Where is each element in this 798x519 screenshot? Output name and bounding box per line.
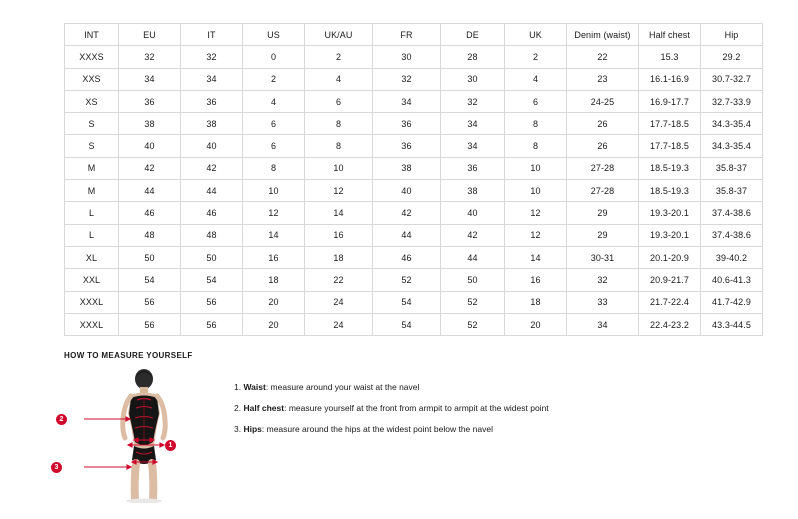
- measure-item-text: : measure around the hips at the widest point below the navel: [261, 424, 493, 435]
- column-header-fr: FR: [373, 24, 441, 46]
- cell-uk: 16: [505, 269, 567, 291]
- cell-hip: 37.4-38.6: [701, 224, 763, 246]
- size-chart-container: [64, 23, 751, 336]
- cell-fr: 36: [373, 135, 441, 157]
- cell-ukau: 12: [305, 180, 373, 202]
- cell-int: XXXS: [65, 46, 119, 68]
- cell-us: 8: [243, 157, 305, 179]
- table-row: [65, 291, 763, 313]
- cell-hip: 43.3-44.5: [701, 313, 763, 335]
- column-header-denim-waist: Denim (waist): [567, 24, 639, 46]
- cell-fr: 32: [373, 68, 441, 90]
- table-row: [65, 313, 763, 335]
- cell-uk: 12: [505, 224, 567, 246]
- cell-uk: 14: [505, 246, 567, 268]
- cell-denim: 27-28: [567, 180, 639, 202]
- cell-half-chest: 16.9-17.7: [639, 90, 701, 112]
- mannequin-diagram: [54, 368, 204, 503]
- cell-ukau: 24: [305, 313, 373, 335]
- cell-denim: 26: [567, 113, 639, 135]
- cell-it: 56: [181, 313, 243, 335]
- cell-de: 52: [441, 313, 505, 335]
- cell-eu: 42: [119, 157, 181, 179]
- cell-eu: 32: [119, 46, 181, 68]
- cell-int: S: [65, 113, 119, 135]
- cell-ukau: 4: [305, 68, 373, 90]
- cell-hip: 35.8-37: [701, 157, 763, 179]
- cell-int: L: [65, 224, 119, 246]
- cell-uk: 18: [505, 291, 567, 313]
- cell-eu: 36: [119, 90, 181, 112]
- cell-uk: 12: [505, 202, 567, 224]
- cell-us: 20: [243, 291, 305, 313]
- cell-fr: 30: [373, 46, 441, 68]
- cell-uk: 8: [505, 135, 567, 157]
- column-header-ukau: UK/AU: [305, 24, 373, 46]
- table-row: [65, 157, 763, 179]
- measure-item-term: Half chest: [243, 403, 285, 414]
- cell-denim: 32: [567, 269, 639, 291]
- cell-denim: 33: [567, 291, 639, 313]
- column-header-half-chest: Half chest: [639, 24, 701, 46]
- cell-eu: 46: [119, 202, 181, 224]
- column-header-eu: EU: [119, 24, 181, 46]
- cell-us: 16: [243, 246, 305, 268]
- cell-denim: 23: [567, 68, 639, 90]
- table-row: [65, 113, 763, 135]
- cell-de: 34: [441, 113, 505, 135]
- cell-half-chest: 19.3-20.1: [639, 224, 701, 246]
- cell-half-chest: 18.5-19.3: [639, 157, 701, 179]
- cell-uk: 10: [505, 157, 567, 179]
- cell-de: 34: [441, 135, 505, 157]
- cell-hip: 29.2: [701, 46, 763, 68]
- cell-half-chest: 17.7-18.5: [639, 113, 701, 135]
- cell-eu: 56: [119, 313, 181, 335]
- cell-fr: 54: [373, 291, 441, 313]
- cell-uk: 6: [505, 90, 567, 112]
- cell-us: 6: [243, 135, 305, 157]
- measure-item-term: Waist: [243, 382, 266, 392]
- cell-half-chest: 16.1-16.9: [639, 68, 701, 90]
- cell-fr: 52: [373, 269, 441, 291]
- cell-hip: 35.8-37: [701, 180, 763, 202]
- cell-ukau: 16: [305, 224, 373, 246]
- cell-de: 30: [441, 68, 505, 90]
- cell-de: 44: [441, 246, 505, 268]
- cell-it: 48: [181, 224, 243, 246]
- cell-fr: 46: [373, 246, 441, 268]
- cell-int: XL: [65, 246, 119, 268]
- measure-badge-3: 3: [51, 462, 62, 473]
- cell-uk: 10: [505, 180, 567, 202]
- cell-ukau: 2: [305, 46, 373, 68]
- cell-denim: 27-28: [567, 157, 639, 179]
- cell-hip: 37.4-38.6: [701, 202, 763, 224]
- cell-int: XXL: [65, 269, 119, 291]
- size-chart-table: [64, 23, 763, 336]
- cell-fr: 40: [373, 180, 441, 202]
- cell-uk: 2: [505, 46, 567, 68]
- cell-fr: 42: [373, 202, 441, 224]
- column-header-de: DE: [441, 24, 505, 46]
- cell-ukau: 14: [305, 202, 373, 224]
- cell-hip: 30.7-32.7: [701, 68, 763, 90]
- cell-it: 40: [181, 135, 243, 157]
- measure-item-term: Hips: [243, 424, 262, 435]
- cell-it: 56: [181, 291, 243, 313]
- cell-de: 36: [441, 157, 505, 179]
- cell-ukau: 18: [305, 246, 373, 268]
- column-header-hip: Hip: [701, 24, 763, 46]
- measure-item-number: 2.: [234, 403, 242, 414]
- cell-hip: 41.7-42.9: [701, 291, 763, 313]
- cell-hip: 34.3-35.4: [701, 135, 763, 157]
- cell-us: 6: [243, 113, 305, 135]
- cell-half-chest: 22.4-23.2: [639, 313, 701, 335]
- cell-de: 42: [441, 224, 505, 246]
- cell-denim: 29: [567, 202, 639, 224]
- how-to-measure-body: [54, 368, 735, 503]
- cell-denim: 30-31: [567, 246, 639, 268]
- cell-eu: 48: [119, 224, 181, 246]
- list-item: [234, 403, 549, 413]
- mannequin-illustration: [84, 368, 204, 503]
- cell-it: 38: [181, 113, 243, 135]
- cell-it: 42: [181, 157, 243, 179]
- cell-us: 0: [243, 46, 305, 68]
- cell-eu: 44: [119, 180, 181, 202]
- cell-us: 4: [243, 90, 305, 112]
- cell-int: L: [65, 202, 119, 224]
- column-header-us: US: [243, 24, 305, 46]
- cell-fr: 38: [373, 157, 441, 179]
- cell-eu: 38: [119, 113, 181, 135]
- cell-hip: 39-40.2: [701, 246, 763, 268]
- cell-eu: 54: [119, 269, 181, 291]
- cell-fr: 44: [373, 224, 441, 246]
- cell-it: 32: [181, 46, 243, 68]
- cell-de: 28: [441, 46, 505, 68]
- cell-us: 10: [243, 180, 305, 202]
- measure-instructions-list: [234, 382, 549, 446]
- cell-int: XXXL: [65, 313, 119, 335]
- cell-eu: 40: [119, 135, 181, 157]
- cell-denim: 22: [567, 46, 639, 68]
- column-header-int: INT: [65, 24, 119, 46]
- cell-de: 52: [441, 291, 505, 313]
- cell-us: 20: [243, 313, 305, 335]
- cell-de: 50: [441, 269, 505, 291]
- cell-denim: 29: [567, 224, 639, 246]
- table-row: [65, 269, 763, 291]
- cell-half-chest: 17.7-18.5: [639, 135, 701, 157]
- cell-it: 46: [181, 202, 243, 224]
- cell-us: 14: [243, 224, 305, 246]
- cell-half-chest: 21.7-22.4: [639, 291, 701, 313]
- table-row: [65, 68, 763, 90]
- cell-it: 34: [181, 68, 243, 90]
- cell-half-chest: 20.1-20.9: [639, 246, 701, 268]
- how-to-measure-section: [54, 351, 735, 503]
- cell-uk: 20: [505, 313, 567, 335]
- cell-ukau: 10: [305, 157, 373, 179]
- cell-eu: 34: [119, 68, 181, 90]
- measure-item-text: : measure around your waist at the navel: [265, 382, 420, 392]
- cell-us: 2: [243, 68, 305, 90]
- list-item: [234, 382, 549, 392]
- table-row: [65, 90, 763, 112]
- table-row: [65, 46, 763, 68]
- list-item: [234, 424, 549, 434]
- cell-us: 12: [243, 202, 305, 224]
- cell-ukau: 6: [305, 90, 373, 112]
- cell-denim: 24-25: [567, 90, 639, 112]
- cell-hip: 34.3-35.4: [701, 113, 763, 135]
- cell-fr: 34: [373, 90, 441, 112]
- column-header-it: IT: [181, 24, 243, 46]
- cell-int: XS: [65, 90, 119, 112]
- table-row: [65, 202, 763, 224]
- cell-it: 36: [181, 90, 243, 112]
- cell-ukau: 8: [305, 135, 373, 157]
- cell-it: 50: [181, 246, 243, 268]
- cell-uk: 4: [505, 68, 567, 90]
- cell-fr: 54: [373, 313, 441, 335]
- cell-denim: 34: [567, 313, 639, 335]
- cell-int: M: [65, 180, 119, 202]
- cell-ukau: 22: [305, 269, 373, 291]
- table-row: [65, 224, 763, 246]
- cell-eu: 50: [119, 246, 181, 268]
- cell-half-chest: 20.9-21.7: [639, 269, 701, 291]
- cell-half-chest: 19.3-20.1: [639, 202, 701, 224]
- table-row: [65, 246, 763, 268]
- cell-half-chest: 15.3: [639, 46, 701, 68]
- measure-item-text: : measure yourself at the front from armpit to armpit at the widest point: [284, 403, 549, 414]
- cell-it: 44: [181, 180, 243, 202]
- measure-badge-2: 2: [56, 414, 67, 425]
- measure-item-number: 3.: [234, 424, 242, 435]
- measure-badge-1: 1: [165, 440, 176, 451]
- cell-us: 18: [243, 269, 305, 291]
- cell-de: 40: [441, 202, 505, 224]
- cell-it: 54: [181, 269, 243, 291]
- cell-uk: 8: [505, 113, 567, 135]
- cell-int: M: [65, 157, 119, 179]
- column-header-uk: UK: [505, 24, 567, 46]
- cell-de: 38: [441, 180, 505, 202]
- table-row: [65, 135, 763, 157]
- cell-int: XXXL: [65, 291, 119, 313]
- cell-half-chest: 18.5-19.3: [639, 180, 701, 202]
- cell-hip: 32.7-33.9: [701, 90, 763, 112]
- table-header-row: [65, 24, 763, 46]
- cell-eu: 56: [119, 291, 181, 313]
- cell-de: 32: [441, 90, 505, 112]
- cell-int: XXS: [65, 68, 119, 90]
- measure-item-number: 1.: [234, 382, 242, 392]
- cell-int: S: [65, 135, 119, 157]
- cell-fr: 36: [373, 113, 441, 135]
- how-to-measure-title: HOW TO MEASURE YOURSELF: [64, 351, 193, 360]
- table-row: [65, 180, 763, 202]
- cell-ukau: 8: [305, 113, 373, 135]
- cell-ukau: 24: [305, 291, 373, 313]
- cell-denim: 26: [567, 135, 639, 157]
- cell-hip: 40.6-41.3: [701, 269, 763, 291]
